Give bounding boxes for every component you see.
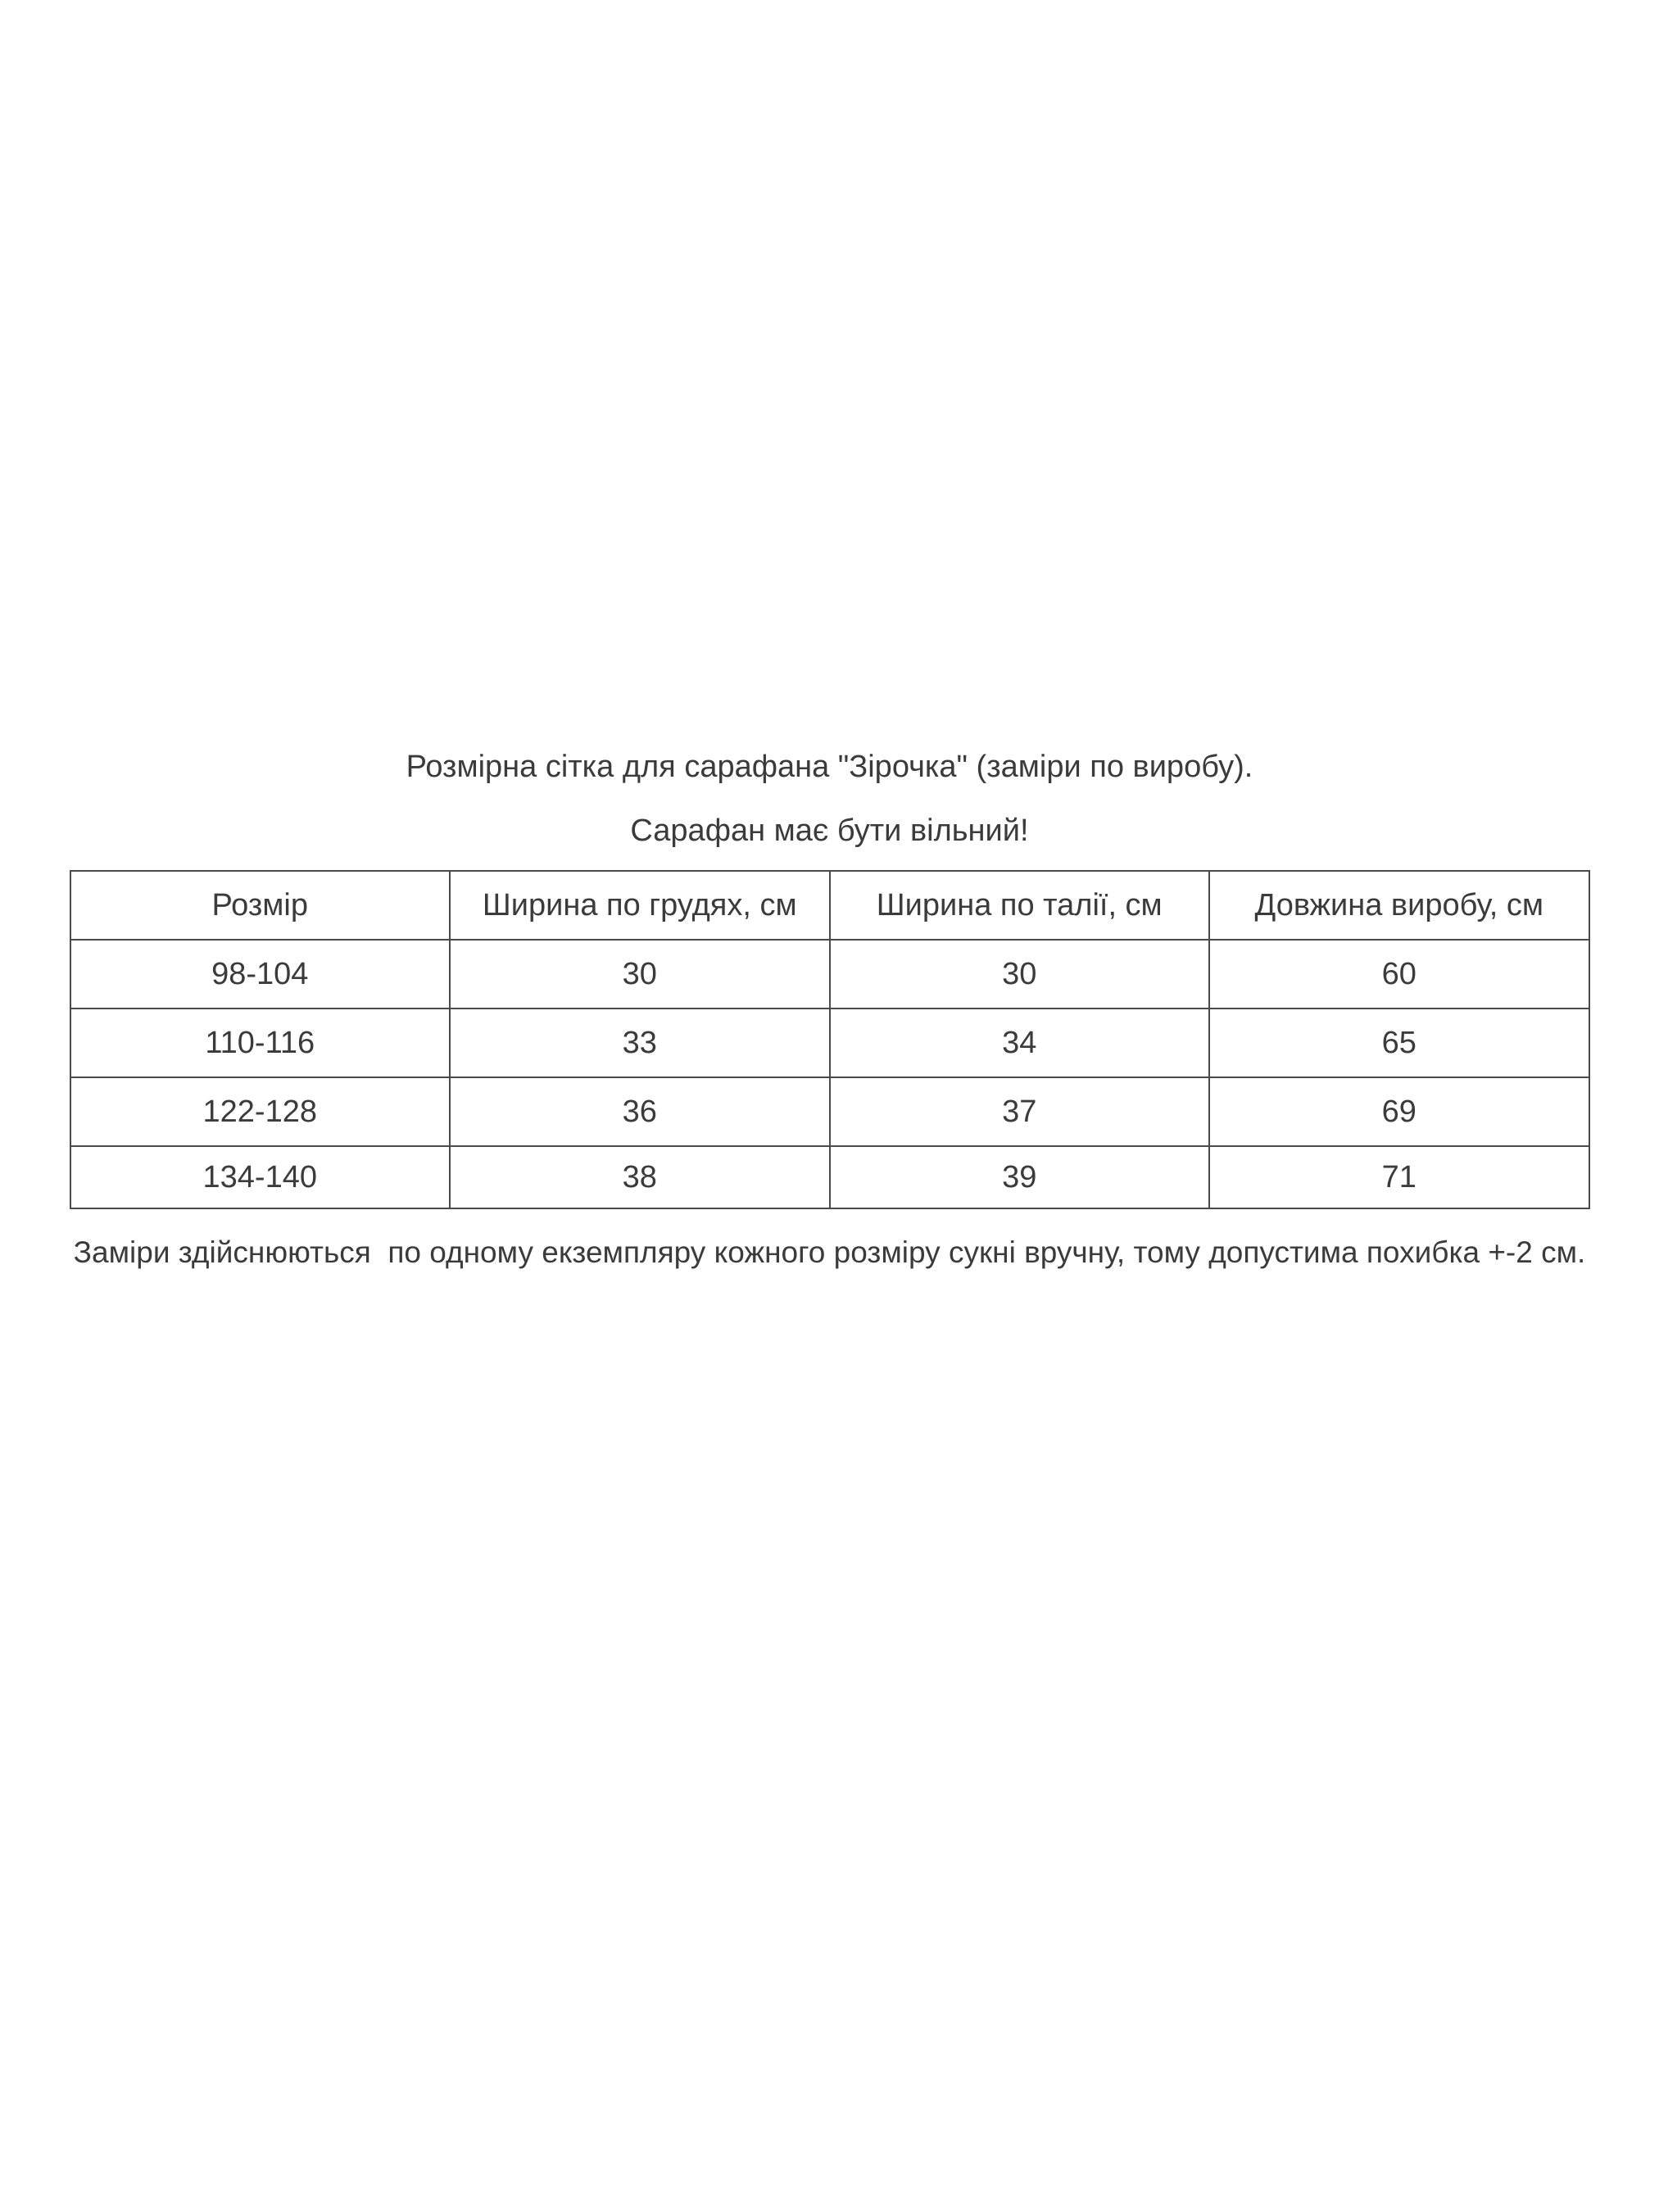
cell-waist-width: 39 — [830, 1146, 1210, 1208]
cell-size: 134-140 — [70, 1146, 451, 1208]
column-header-waist-width: Ширина по талії, см — [830, 871, 1210, 940]
column-header-chest-width: Ширина по грудях, см — [450, 871, 830, 940]
cell-size: 110-116 — [70, 1009, 451, 1077]
cell-size: 98-104 — [70, 940, 451, 1009]
column-header-length: Довжина виробу, см — [1209, 871, 1589, 940]
cell-size: 122-128 — [70, 1077, 451, 1146]
table-row — [70, 1077, 1589, 1146]
measurement-tolerance-note: Заміри здійснюються по одному екземпляру кожного розміру сукні вручну, тому допустима похибка +-2 см. — [73, 1235, 1586, 1269]
cell-chest-width: 30 — [450, 940, 830, 1009]
cell-waist-width: 37 — [830, 1077, 1210, 1146]
cell-chest-width: 33 — [450, 1009, 830, 1077]
column-header-size: Розмір — [70, 871, 451, 940]
cell-length: 65 — [1209, 1009, 1589, 1077]
table-header-row — [70, 871, 1589, 940]
cell-chest-width: 38 — [450, 1146, 830, 1208]
document-title: Розмірна сітка для сарафана "Зірочка" (заміри по виробу). — [406, 750, 1253, 784]
cell-length: 69 — [1209, 1077, 1589, 1146]
cell-length: 60 — [1209, 940, 1589, 1009]
cell-chest-width: 36 — [450, 1077, 830, 1146]
cell-waist-width: 30 — [830, 940, 1210, 1009]
cell-waist-width: 34 — [830, 1009, 1210, 1077]
table-row — [70, 1009, 1589, 1077]
table-row — [70, 940, 1589, 1009]
table-row — [70, 1146, 1589, 1208]
document-subtitle: Сарафан має бути вільний! — [630, 814, 1029, 848]
size-table — [70, 870, 1590, 1209]
cell-length: 71 — [1209, 1146, 1589, 1208]
